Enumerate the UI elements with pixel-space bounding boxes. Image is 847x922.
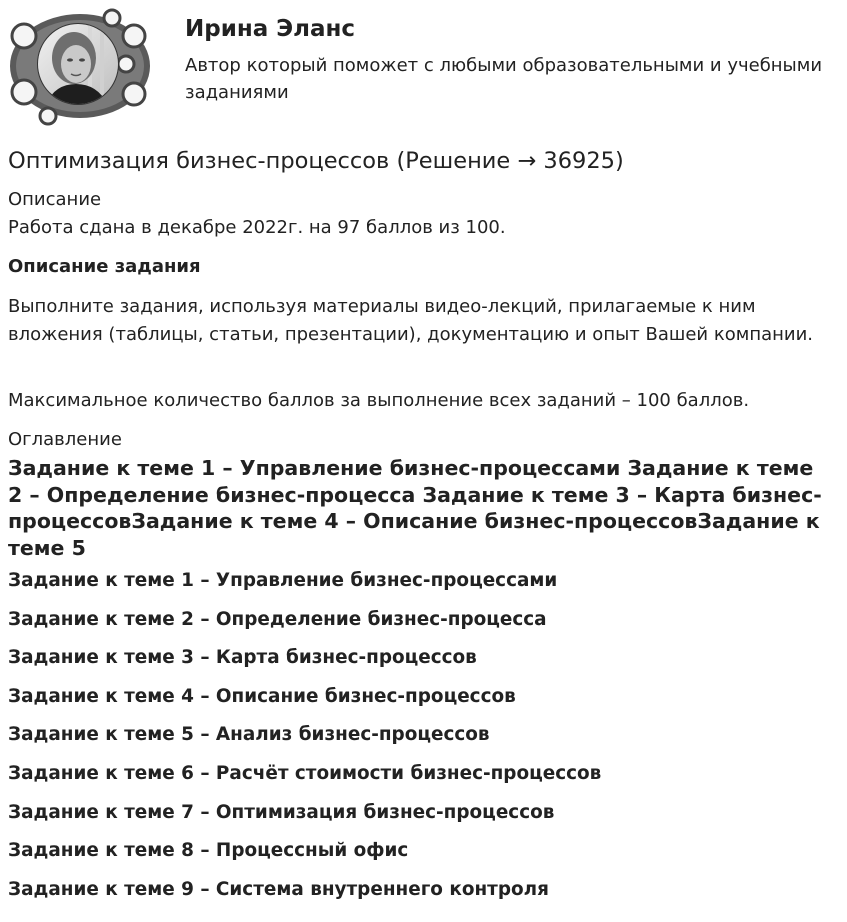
description-text: Работа сдана в декабре 2022г. на 97 баллов из 100. — [8, 217, 506, 238]
topic-heading-9: Задание к теме 9 – Система внутреннего контроля — [8, 878, 549, 900]
toc-links — [8, 455, 833, 561]
toc-link-2[interactable]: Задание к теме 2 – Определение бизнес-процесса — [8, 456, 814, 507]
topic-heading-3: Задание к теме 3 – Карта бизнес-процессов — [8, 647, 477, 669]
topic-heading-6: Задание к теме 6 – Расчёт стоимости бизнес-процессов — [8, 762, 602, 784]
toc-heading: Оглавление — [8, 429, 122, 450]
author-name[interactable]: Ирина Эланс — [185, 16, 356, 42]
topic-heading-5: Задание к теме 5 – Анализ бизнес-процессов — [8, 724, 490, 746]
toc-link-5[interactable]: Задание к теме 5 — [8, 509, 820, 560]
task-paragraph: Выполните задания, используя материалы видео-лекций, прилагаемые к ним вложения (таблицы, статьи, презентации), документацию и опыт Вашей компании. — [8, 296, 813, 345]
toc-link-4[interactable]: Задание к теме 4 – Описание бизнес-процессов — [131, 509, 698, 533]
topic-heading-8: Задание к теме 8 – Процессный офис — [8, 840, 409, 862]
toc-link-1[interactable]: Задание к теме 1 – Управление бизнес-процессами — [8, 456, 628, 480]
topic-heading-1: Задание к теме 1 – Управление бизнес-процессами — [8, 570, 558, 591]
author-avatar — [8, 6, 152, 128]
topic-heading-4: Задание к теме 4 – Описание бизнес-процессов — [8, 685, 516, 707]
toc-link-3[interactable]: Задание к теме 3 – Карта бизнес-процессов — [8, 482, 822, 533]
task-max-score: Максимальное количество баллов за выполнение всех заданий – 100 баллов. — [8, 390, 750, 411]
topic-list — [8, 570, 601, 917]
topic-heading-7: Задание к теме 7 – Оптимизация бизнес-процессов — [8, 801, 555, 823]
author-card — [8, 6, 838, 128]
description-heading: Описание — [8, 189, 102, 210]
author-bio: Автор который поможет с любыми образовательными и учебными заданиями — [185, 55, 823, 103]
page-title: Оптимизация бизнес-процессов (Решение → 36925) — [8, 148, 624, 174]
topic-heading-2: Задание к теме 2 – Определение бизнес-процесса — [8, 608, 547, 630]
task-heading: Описание задания — [8, 256, 201, 277]
